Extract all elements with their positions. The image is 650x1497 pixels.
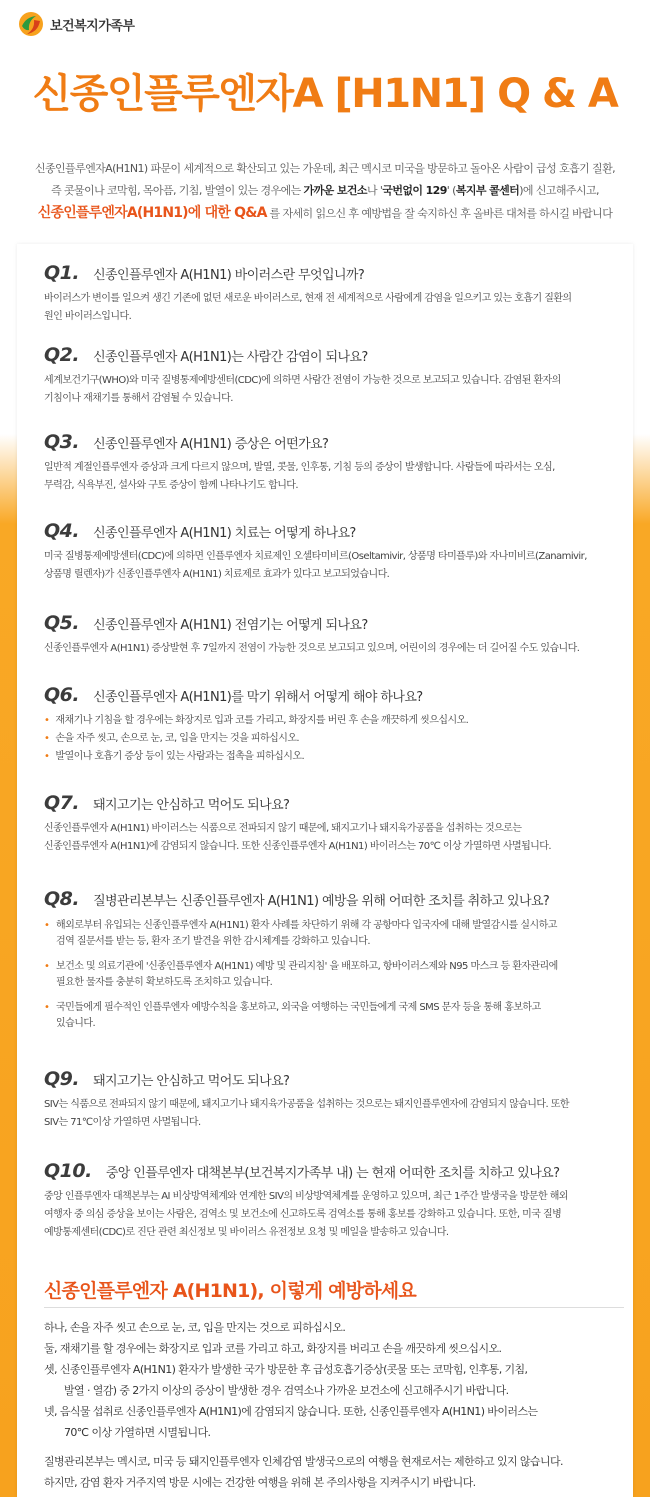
question-row — [44, 262, 624, 284]
answer-text — [44, 459, 624, 495]
answer-line: • 국민들에게 필수적인 인플루엔자 예방수칙을 홍보하고, 외국을 여행하는 국민들에게 국제 SMS 문자 등을 통해 홍보하고 — [56, 1002, 541, 1013]
answer-bullet — [44, 959, 624, 991]
answer-line: 중앙 인플루엔자 대책본부는 AI 비상방역체계와 연계한 SIV의 비상방역체계를 운영하고 있으며, 최근 1주간 발생국을 방문한 해외 — [44, 1191, 568, 1202]
answer-bullets — [44, 712, 624, 766]
question-number: Q5. — [44, 612, 80, 634]
answer-line: 바이러스가 변이를 일으켜 생긴 기존에 없던 새로운 바이러스로, 현재 전 세계적으로 사람에게 감염을 일으키고 있는 호흡기 질환의 — [44, 293, 572, 304]
qa-item-7 — [44, 792, 624, 856]
question-number: Q7. — [44, 792, 80, 814]
question-number: Q8. — [44, 888, 80, 910]
prevention-list — [44, 1317, 629, 1493]
answer-line: 무력감, 식욕부진, 설사와 구토 증상이 함께 나타나기도 합니다. — [44, 480, 299, 491]
answer-bullet: • 손을 자주 씻고, 손으로 눈, 코, 입을 만지는 것을 피하십시오. — [44, 730, 624, 748]
prevention-item: 셋, 신종인플루엔자 A(H1N1) 환자가 발생한 국가 방문한 후 급성호흡기증상(콧물 또는 코막힘, 인후통, 기침, — [44, 1363, 528, 1376]
answer-bullet: • 발열이나 호흡기 증상 등이 있는 사람과는 접촉을 피하십시오. — [44, 748, 624, 766]
answer-text — [44, 640, 624, 658]
answer-bullet: • 재채기나 기침을 할 경우에는 화장지로 입과 코를 가리고, 화장지를 버린 후 손을 깨끗하게 씻으십시오. — [44, 712, 624, 730]
question-row — [44, 612, 624, 634]
qa-item-3 — [44, 431, 624, 495]
question-number: Q10. — [44, 1160, 92, 1182]
question-number: Q2. — [44, 344, 80, 366]
intro-text-span: 즉 콧물이나 코막힘, 목아픔, 기침, 발열이 있는 경우에는 — [51, 184, 304, 197]
answer-line: 상품명 릴렌자)가 신종인플루엔자 A(H1N1) 치료제로 효과가 있다고 보고되었습니다. — [44, 569, 390, 580]
intro-text-span: )에 신고해주시고, — [519, 184, 599, 197]
answer-text — [44, 820, 624, 856]
prevention-title: 신종인플루엔자 A(H1N1), 이렇게 예방하세요 — [44, 1280, 416, 1302]
question-row — [44, 344, 624, 366]
question-text: 신종인플루엔자 A(H1N1)를 막기 위해서 어떻게 해야 하나요? — [93, 690, 423, 705]
answer-line: 있습니다. — [56, 1018, 96, 1029]
question-row — [44, 1160, 624, 1182]
question-number: Q1. — [44, 262, 80, 284]
answer-line: 필요한 물자를 충분히 확보하도록 조치하고 있습니다. — [56, 977, 273, 988]
prevention-item: 하나, 손을 자주 씻고 손으로 눈, 코, 입을 만지는 것으로 피하십시오. — [44, 1321, 346, 1334]
intro-call-center: 복지부 콜센터 — [455, 184, 520, 197]
question-row — [44, 431, 624, 453]
question-text: 신종인플루엔자 A(H1N1) 바이러스란 무엇입니까? — [93, 268, 365, 283]
prevention-closing: 질병관리본부는 멕시코, 미국 등 돼지인플루엔자 인체감염 발생국으로의 여행을 현재로서는 제한하고 있지 않습니다. — [44, 1455, 563, 1468]
answer-text — [44, 290, 624, 326]
question-text: 신종인플루엔자 A(H1N1) 치료는 어떻게 하나요? — [93, 526, 356, 541]
answer-line: 미국 질병통제예방센터(CDC)에 의하면 인플루엔자 치료제인 오셀타미비르(Oseltamivir, 상품명 타미플루)와 자나미비르(Zanamivir, — [44, 551, 587, 562]
prevention-item-continued: 발열 · 열감) 중 2가지 이상의 증상이 발생한 경우 검역소나 가까운 보건소에 신고해주시기 바랍니다. — [64, 1384, 509, 1397]
answer-line: SIV는 71℃이상 가열하면 사멸됩니다. — [44, 1117, 201, 1128]
question-number: Q6. — [44, 684, 80, 706]
intro-line-2 — [0, 180, 650, 202]
answer-text — [44, 1096, 624, 1132]
prevention-item: 둘, 재채기를 할 경우에는 화장지로 입과 코를 가리고 하고, 화장지를 버리고 손을 깨끗하게 씻으십시오. — [44, 1342, 502, 1355]
qa-item-5 — [44, 612, 624, 658]
answer-line: 일반적 계절인플루엔자 증상과 크게 다르지 않으며, 발열, 콧물, 인후통, 기침 등의 증상이 발생합니다. 사람들에 따라서는 오심, — [44, 462, 555, 473]
qa-item-2 — [44, 344, 624, 408]
answer-line: 예방통제센터(CDC)로 진단 관련 최신정보 및 바이러스 유전정보 요청 및 메일을 발송하고 있습니다. — [44, 1227, 449, 1238]
question-number: Q3. — [44, 431, 80, 453]
question-row — [44, 792, 624, 814]
answer-line: 신종인플루엔자 A(H1N1) 증상발현 후 7일까지 전염이 가능한 것으로 보고되고 있으며, 어린이의 경우에는 더 길어질 수도 있습니다. — [44, 643, 580, 654]
question-row — [44, 684, 624, 706]
qa-item-9 — [44, 1068, 624, 1132]
question-number: Q4. — [44, 520, 80, 542]
question-row — [44, 888, 624, 910]
prevention-closing: 하지만, 감염 환자 거주지역 방문 시에는 건강한 여행을 위해 본 주의사항을 지켜주시기 바랍니다. — [44, 1476, 476, 1489]
intro-line-1: 신종인플루엔자A(H1N1) 파문이 세계적으로 확산되고 있는 가운데, 최근 멕시코 미국을 방문하고 돌아온 사람이 급성 호흡기 질환, — [34, 162, 616, 175]
question-row — [44, 1068, 624, 1090]
question-text: 질병관리본부는 신종인플루엔자 A(H1N1) 예방을 위해 어떠한 조치를 취하고 있나요? — [93, 894, 550, 909]
answer-line: • 해외로부터 유입되는 신종인플루엔자 A(H1N1) 환자 사례를 차단하기 위해 각 공항마다 입국자에 대해 발열감시를 실시하고 — [56, 920, 557, 931]
answer-bullet — [44, 918, 624, 950]
answer-line: 세계보건기구(WHO)와 미국 질병통제예방센터(CDC)에 의하면 사람간 전염이 가능한 것으로 보고되고 있습니다. 감염된 환자의 — [44, 375, 561, 386]
question-text: 돼지고기는 안심하고 먹어도 되나요? — [93, 798, 290, 813]
question-text: 신종인플루엔자 A(H1N1) 전염기는 어떻게 되나요? — [93, 618, 368, 633]
answer-text — [44, 372, 624, 408]
answer-line: 신종인플루엔자 A(H1N1)에 감염되지 않습니다. 또한 신종인플루엔자 A(H1N1) 바이러스는 70℃ 이상 가열하면 사멸됩니다. — [44, 841, 552, 852]
answer-line: 검역 질문서를 받는 등, 환자 조기 발견을 위한 감시체계를 강화하고 있습니다. — [56, 936, 370, 947]
answer-line: • 보건소 및 의료기관에 '신종인플루엔자 A(H1N1) 예방 및 관리지침' 을 배포하고, 항바이러스제와 N95 마스크 등 환자관리에 — [56, 961, 558, 972]
answer-line: 신종인플루엔자 A(H1N1) 바이러스는 식품으로 전파되지 않기 때문에, 돼지고기나 돼지육가공품을 섭취하는 것으로는 — [44, 823, 522, 834]
answer-line: 여행자 중 의심 증상을 보이는 사람은, 검역소 및 보건소에 신고하도록 검역소를 통해 홍보를 강화하고 있습니다. 또한, 미국 질병 — [44, 1209, 562, 1220]
intro-text-span: ' ( — [446, 184, 456, 197]
question-text: 중앙 인플루엔자 대책본부(보건복지가족부 내) 는 현재 어떠한 조치를 치하고 있나요? — [105, 1166, 560, 1181]
qa-item-1 — [44, 262, 624, 326]
question-text: 신종인플루엔자 A(H1N1) 증상은 어떤가요? — [93, 437, 329, 452]
answer-text — [44, 548, 624, 584]
answer-line: 기침이나 재채기를 통해서 감염될 수 있습니다. — [44, 393, 233, 404]
question-number: Q9. — [44, 1068, 80, 1090]
qa-item-6 — [44, 684, 624, 766]
prevention-item-continued: 70℃ 이상 가열하면 시멸됩니다. — [64, 1426, 211, 1439]
divider — [44, 1307, 624, 1308]
qa-item-10 — [44, 1160, 624, 1242]
question-text: 돼지고기는 안심하고 먹어도 되나요? — [93, 1074, 290, 1089]
answer-bullets — [44, 918, 624, 1032]
question-text: 신종인플루엔자 A(H1N1)는 사람간 감염이 되나요? — [93, 350, 368, 365]
intro-text-span: 를 자세히 읽으신 후 예방법을 잘 숙지하신 후 올바른 대처를 하시길 바랍니다 — [266, 207, 613, 220]
intro-qa-highlight: 신종인플루엔자A(H1N1)에 대한 Q&A — [37, 205, 267, 221]
answer-line: 원인 바이러스입니다. — [44, 311, 132, 322]
prevention-item: 넷, 음식물 섭취로 신종인플루엔자 A(H1N1)에 감염되지 않습니다. 또한, 신종인플루엔자 A(H1N1) 바이러스는 — [44, 1405, 538, 1418]
qa-item-4 — [44, 520, 624, 584]
logo-text: 보건복지가족부 — [50, 18, 135, 34]
ministry-emblem-icon — [18, 11, 44, 37]
intro-line-3 — [0, 202, 650, 224]
page-title: 신종인플루엔자A [H1N1] Q & A — [32, 71, 618, 117]
answer-line: SIV는 식품으로 전파되지 않기 때문에, 돼지고기나 돼지육가공품을 섭취하는 것으로는 돼지인플루엔자에 감염되지 않습니다. 또한 — [44, 1099, 570, 1110]
qa-item-8 — [44, 888, 624, 1032]
answer-bullet — [44, 1000, 624, 1032]
intro-text — [0, 158, 650, 224]
intro-health-center: 가까운 보건소 — [303, 184, 367, 197]
answer-text — [44, 1188, 624, 1242]
intro-text-span: 나 ' — [366, 184, 383, 197]
question-row — [44, 520, 624, 542]
ministry-logo — [18, 9, 134, 39]
spacer — [44, 1443, 629, 1451]
intro-phone-number: 국번없이 129 — [382, 184, 447, 197]
